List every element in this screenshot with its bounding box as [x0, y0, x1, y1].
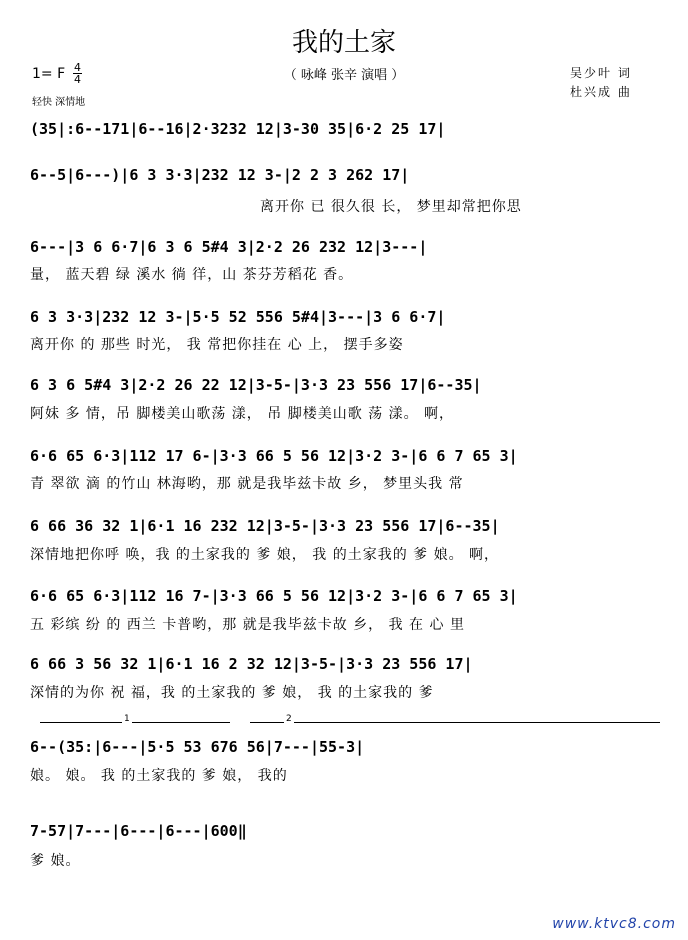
second-ending-bracket: [250, 722, 660, 723]
watermark: www.ktvc8.com: [552, 916, 676, 932]
lyrics-line-5: 阿妹 多 情，吊 脚楼美山歌荡 漾， 吊 脚楼美山歌 荡 漾。 啊，: [30, 406, 455, 422]
time-signature-bottom: 4: [74, 73, 81, 86]
lyrics-line-8: 五 彩缤 纷 的 西兰 卡普哟，那 就是我毕兹卡故 乡， 我 在 心 里: [30, 617, 465, 633]
notation-line-7: 6 66 36 32 1|6·1 16 232 12|3-5-|3·3 23 556 17|6--35|: [30, 517, 500, 535]
tempo-marking: 轻快 深情地: [32, 97, 86, 108]
notation-line-9: 6 66 3 56 32 1|6·1 16 2 32 12|3-5-|3·3 23 556 17|: [30, 655, 473, 673]
notation-line-1: (35|:6--171|6--16|2·3232 12|3-30 35|6·2 25 17|: [30, 120, 446, 138]
notation-line-11: 7-57|7---|6---|6---|600‖: [30, 822, 247, 840]
lyrics-line-2: 离开你 已 很久很 长， 梦里却常把你思: [260, 199, 522, 215]
lyrics-line-3: 量， 蓝天碧 绿 溪水 徜 徉，山 茶芬芳稻花 香。: [30, 267, 354, 283]
composer-credit: 杜兴成 曲: [570, 85, 632, 99]
first-ending-number: 1: [124, 714, 130, 724]
volta-brackets: [30, 714, 662, 726]
time-signature: [73, 62, 82, 85]
song-title: 我的土家: [291, 28, 396, 58]
first-ending-bracket: [40, 722, 230, 723]
performers: （ 咏峰 张辛 演唱 ）: [283, 68, 405, 83]
lyrics-line-11: 爹 娘。: [30, 853, 81, 869]
notation-line-3: 6---|3 6 6·7|6 3 6 5#4 3|2·2 26 232 12|3---|: [30, 238, 428, 256]
notation-line-2: 6--5|6---)|6 3 3·3|232 12 3-|2 2 3 262 17|: [30, 166, 410, 184]
second-ending-number: 2: [286, 714, 292, 724]
time-signature-top: 4: [74, 61, 81, 74]
notation-line-8: 6·6 65 6·3|112 16 7-|3·3 66 5 56 12|3·2 3-|6 6 7 65 3|: [30, 587, 518, 605]
lyrics-line-4: 离开你 的 那些 时光， 我 常把你挂在 心 上， 摆手多姿: [30, 337, 404, 353]
notation-line-6: 6·6 65 6·3|112 17 6-|3·3 66 5 56 12|3·2 3-|6 6 7 65 3|: [30, 447, 518, 465]
lyrics-line-6: 青 翠欲 滴 的竹山 林海哟，那 就是我毕兹卡故 乡， 梦里头我 常: [30, 476, 464, 492]
key-signature: 1= F: [32, 66, 66, 82]
lyrics-line-7: 深情地把你呼 唤，我 的土家我的 爹 娘， 我 的土家我的 爹 娘。 啊，: [30, 547, 500, 563]
notation-line-4: 6 3 3·3|232 12 3-|5·5 52 556 5#4|3---|3 6 6·7|: [30, 308, 446, 326]
notation-line-5: 6 3 6 5#4 3|2·2 26 22 12|3-5-|3·3 23 556 17|6--35|: [30, 376, 482, 394]
lyricist-credit: 吴少叶 词: [570, 66, 632, 80]
notation-line-10: 6--(35:|6---|5·5 53 676 56|7---|55-3|: [30, 738, 365, 756]
lyrics-line-10: 娘。 娘。 我 的土家我的 爹 娘， 我的: [30, 768, 288, 784]
lyrics-line-9: 深情的为你 祝 福，我 的土家我的 爹 娘， 我 的土家我的 爹: [30, 685, 434, 701]
